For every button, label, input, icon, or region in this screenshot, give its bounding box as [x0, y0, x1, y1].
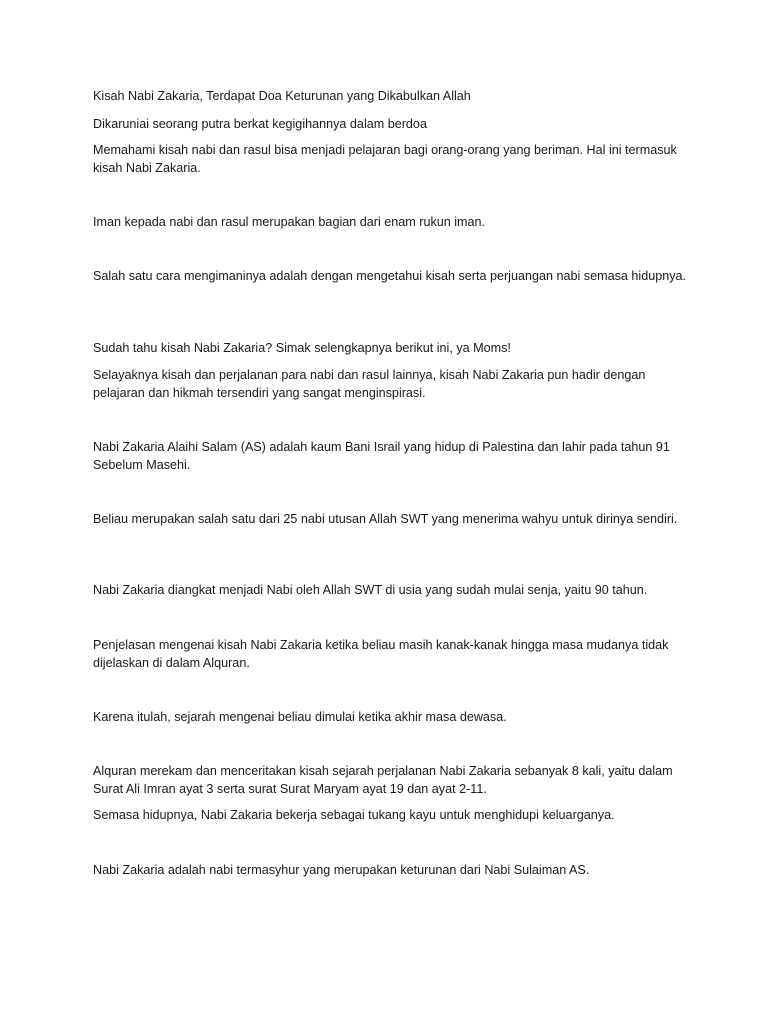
paragraph: Selayaknya kisah dan perjalanan para nabi dan rasul lainnya, kisah Nabi Zakaria pun hadir dengan pelajaran dan hikmah tersendiri yang sangat menginspirasi.	[93, 368, 646, 400]
paragraph: Karena itulah, sejarah mengenai beliau dimulai ketika akhir masa dewasa.	[93, 710, 507, 724]
paragraph: Beliau merupakan salah satu dari 25 nabi utusan Allah SWT yang menerima wahyu untuk dirinya sendiri.	[93, 512, 678, 526]
document-title: Kisah Nabi Zakaria, Terdapat Doa Keturunan yang Dikabulkan Allah	[93, 89, 471, 103]
paragraph: Nabi Zakaria Alaihi Salam (AS) adalah kaum Bani Israil yang hidup di Palestina dan lahir pada tahun 91 Sebelum Masehi.	[93, 440, 670, 472]
paragraph: Salah satu cara mengimaninya adalah dengan mengetahui kisah serta perjuangan nabi semasa hidupnya.	[93, 269, 687, 283]
document-subtitle: Dikaruniai seorang putra berkat kegigihannya dalam berdoa	[93, 117, 427, 131]
paragraph: Memahami kisah nabi dan rasul bisa menjadi pelajaran bagi orang-orang yang beriman. Hal ini termasuk kisah Nabi Zakaria.	[93, 143, 677, 175]
paragraph: Nabi Zakaria adalah nabi termasyhur yang merupakan keturunan dari Nabi Sulaiman AS.	[93, 863, 590, 877]
paragraph: Penjelasan mengenai kisah Nabi Zakaria ketika beliau masih kanak-kanak hingga masa mudanya tidak dijelaskan di dalam Alquran.	[93, 638, 669, 670]
paragraph: Nabi Zakaria diangkat menjadi Nabi oleh Allah SWT di usia yang sudah mulai senja, yaitu 90 tahun.	[93, 583, 648, 597]
paragraph: Alquran merekam dan menceritakan kisah sejarah perjalanan Nabi Zakaria sebanyak 8 kali, yaitu dalam Surat Ali Imran ayat 3 serta surat Surat Maryam ayat 19 dan ayat 2-11.	[93, 764, 673, 796]
paragraph: Sudah tahu kisah Nabi Zakaria? Simak selengkapnya berikut ini, ya Moms!	[93, 341, 511, 355]
paragraph: Semasa hidupnya, Nabi Zakaria bekerja sebagai tukang kayu untuk menghidupi keluarganya.	[93, 808, 615, 822]
paragraph: Iman kepada nabi dan rasul merupakan bagian dari enam rukun iman.	[93, 215, 486, 229]
